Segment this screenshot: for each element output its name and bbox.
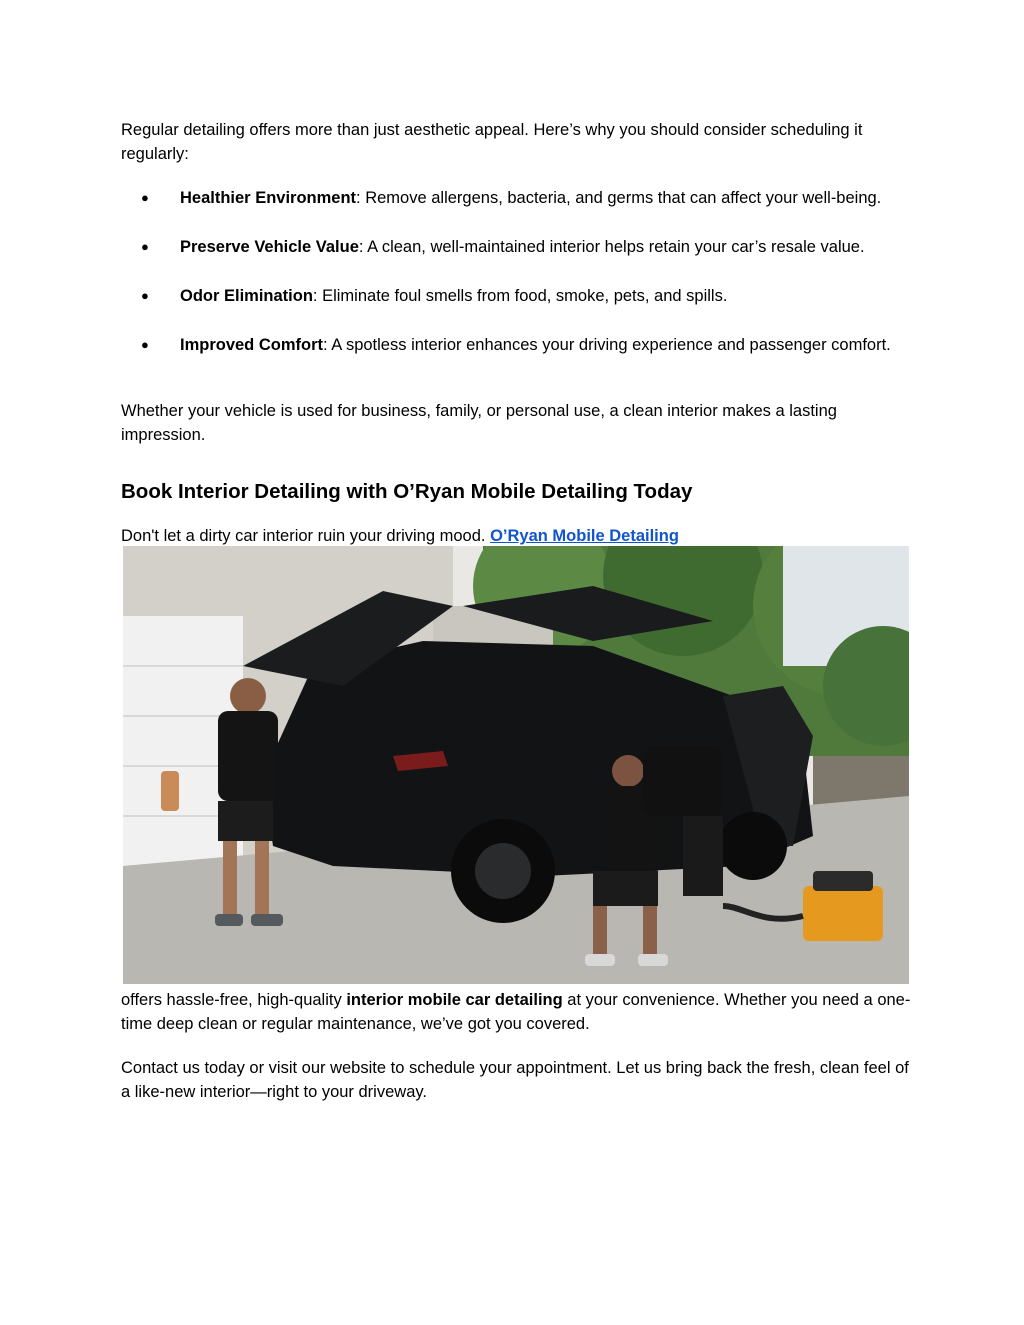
list-item bbox=[121, 186, 911, 210]
cta-cont-bold: interior mobile car detailing bbox=[346, 991, 563, 1009]
car-detailing-photo bbox=[123, 546, 909, 984]
section-heading: Book Interior Detailing with O’Ryan Mobile Detailing Today bbox=[121, 480, 693, 503]
cta-cont-before: offers hassle-free, high-quality bbox=[121, 991, 347, 1009]
oryan-mobile-detailing-link[interactable]: O’Ryan Mobile Detailing bbox=[490, 527, 679, 545]
summary-paragraph: Whether your vehicle is used for business, family, or personal use, a clean interior makes a lasting impression. bbox=[121, 402, 837, 444]
bullet-icon: ● bbox=[141, 288, 149, 303]
cta-cont-after: at your convenience. Whether you need a one-time deep clean or regular maintenance, we’ve got you covered. bbox=[121, 991, 911, 1033]
document-page bbox=[121, 118, 911, 1104]
intro-paragraph: Regular detailing offers more than just aesthetic appeal. Here’s why you should consider scheduling it regularly: bbox=[121, 121, 863, 163]
benefit-title: Preserve Vehicle Value bbox=[180, 238, 359, 256]
bullet-icon: ● bbox=[141, 239, 149, 254]
benefit-title: Odor Elimination bbox=[180, 287, 313, 305]
bullet-icon: ● bbox=[141, 190, 149, 205]
benefit-text: : Remove allergens, bacteria, and germs that can affect your well-being. bbox=[356, 189, 882, 207]
benefit-text: : A clean, well-maintained interior helps retain your car’s resale value. bbox=[358, 238, 865, 256]
car-detailing-illustration bbox=[123, 546, 909, 984]
contact-paragraph: Contact us today or visit our website to schedule your appointment. Let us bring back the fresh, clean feel of a like-new interior—right to your driveway. bbox=[121, 1059, 909, 1101]
cta-continuation-paragraph bbox=[121, 988, 911, 1036]
list-item bbox=[121, 284, 911, 308]
benefit-text: : A spotless interior enhances your driving experience and passenger comfort. bbox=[323, 336, 891, 354]
benefit-title: Healthier Environment bbox=[180, 189, 357, 207]
benefit-text: : Eliminate foul smells from food, smoke, pets, and spills. bbox=[312, 287, 728, 305]
list-item bbox=[121, 333, 911, 357]
benefits-list bbox=[121, 186, 911, 357]
benefit-title: Improved Comfort bbox=[180, 336, 324, 354]
list-item bbox=[121, 235, 911, 259]
bullet-icon: ● bbox=[141, 337, 149, 352]
cta-lead-text bbox=[121, 524, 911, 548]
cta-lead: Don't let a dirty car interior ruin your driving mood. bbox=[121, 527, 491, 545]
